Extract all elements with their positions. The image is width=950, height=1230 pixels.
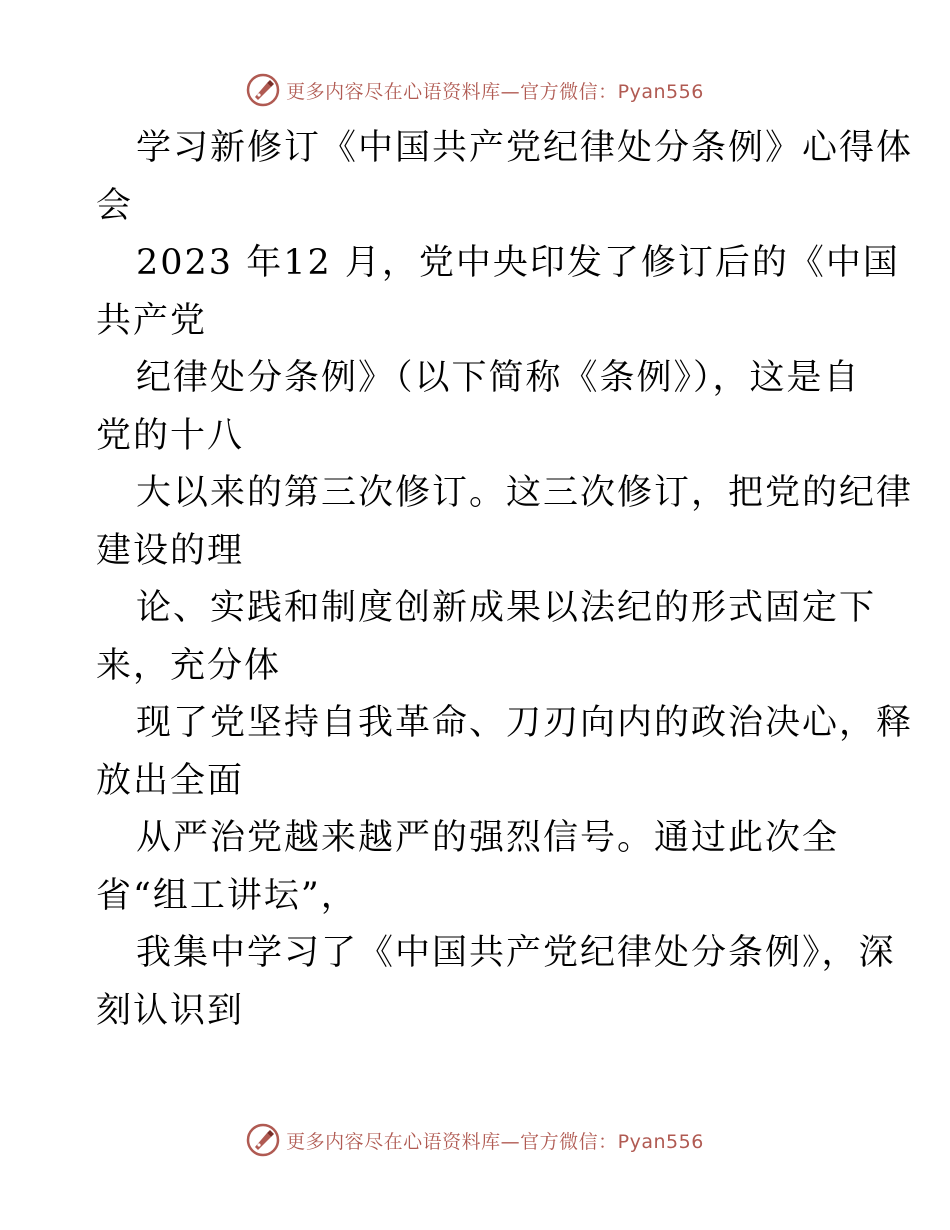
header-banner — [0, 70, 950, 110]
text-line: 党的十八 — [96, 415, 245, 456]
text-line: 现了党坚持自我革命、刀刃向内的政治决心，释 — [136, 703, 914, 743]
text-line: 2023 年12 月，党中央印发了修订后的《中国 — [136, 243, 900, 283]
header-banner-text: 更多内容尽在心语资料库—官方微信：Pyan556 — [286, 80, 704, 103]
text-line: 来，充分体 — [96, 645, 282, 686]
footer-banner — [0, 1120, 950, 1160]
text-line: 共产党 — [96, 300, 208, 341]
text-line: 放出全面 — [96, 760, 245, 801]
text-line: 论、实践和制度创新成果以法纪的形式固定下 — [136, 588, 877, 628]
text-line: 会 — [96, 185, 134, 226]
footer-banner-text: 更多内容尽在心语资料库—官方微信：Pyan556 — [286, 1130, 704, 1153]
text-line: 学习新修订《中国共产党纪律处分条例》心得体 — [136, 128, 914, 168]
document-body — [96, 120, 914, 1040]
text-line: 大以来的第三次修订。这三次修订，把党的纪律 — [136, 473, 914, 513]
text-line: 刻认识到 — [96, 990, 245, 1031]
text-line: 纪律处分条例》（以下简称《条例》），这是自 — [136, 358, 861, 398]
text-line: 从严治党越来越严的强烈信号。通过此次全 — [136, 818, 840, 858]
pen-nib-logo-icon — [246, 73, 280, 107]
text-line: 省“组工讲坛”， — [96, 875, 358, 916]
text-line: 我集中学习了《中国共产党纪律处分条例》，深 — [136, 933, 896, 973]
text-line: 建设的理 — [96, 530, 245, 571]
pen-nib-logo-icon — [246, 1123, 280, 1157]
